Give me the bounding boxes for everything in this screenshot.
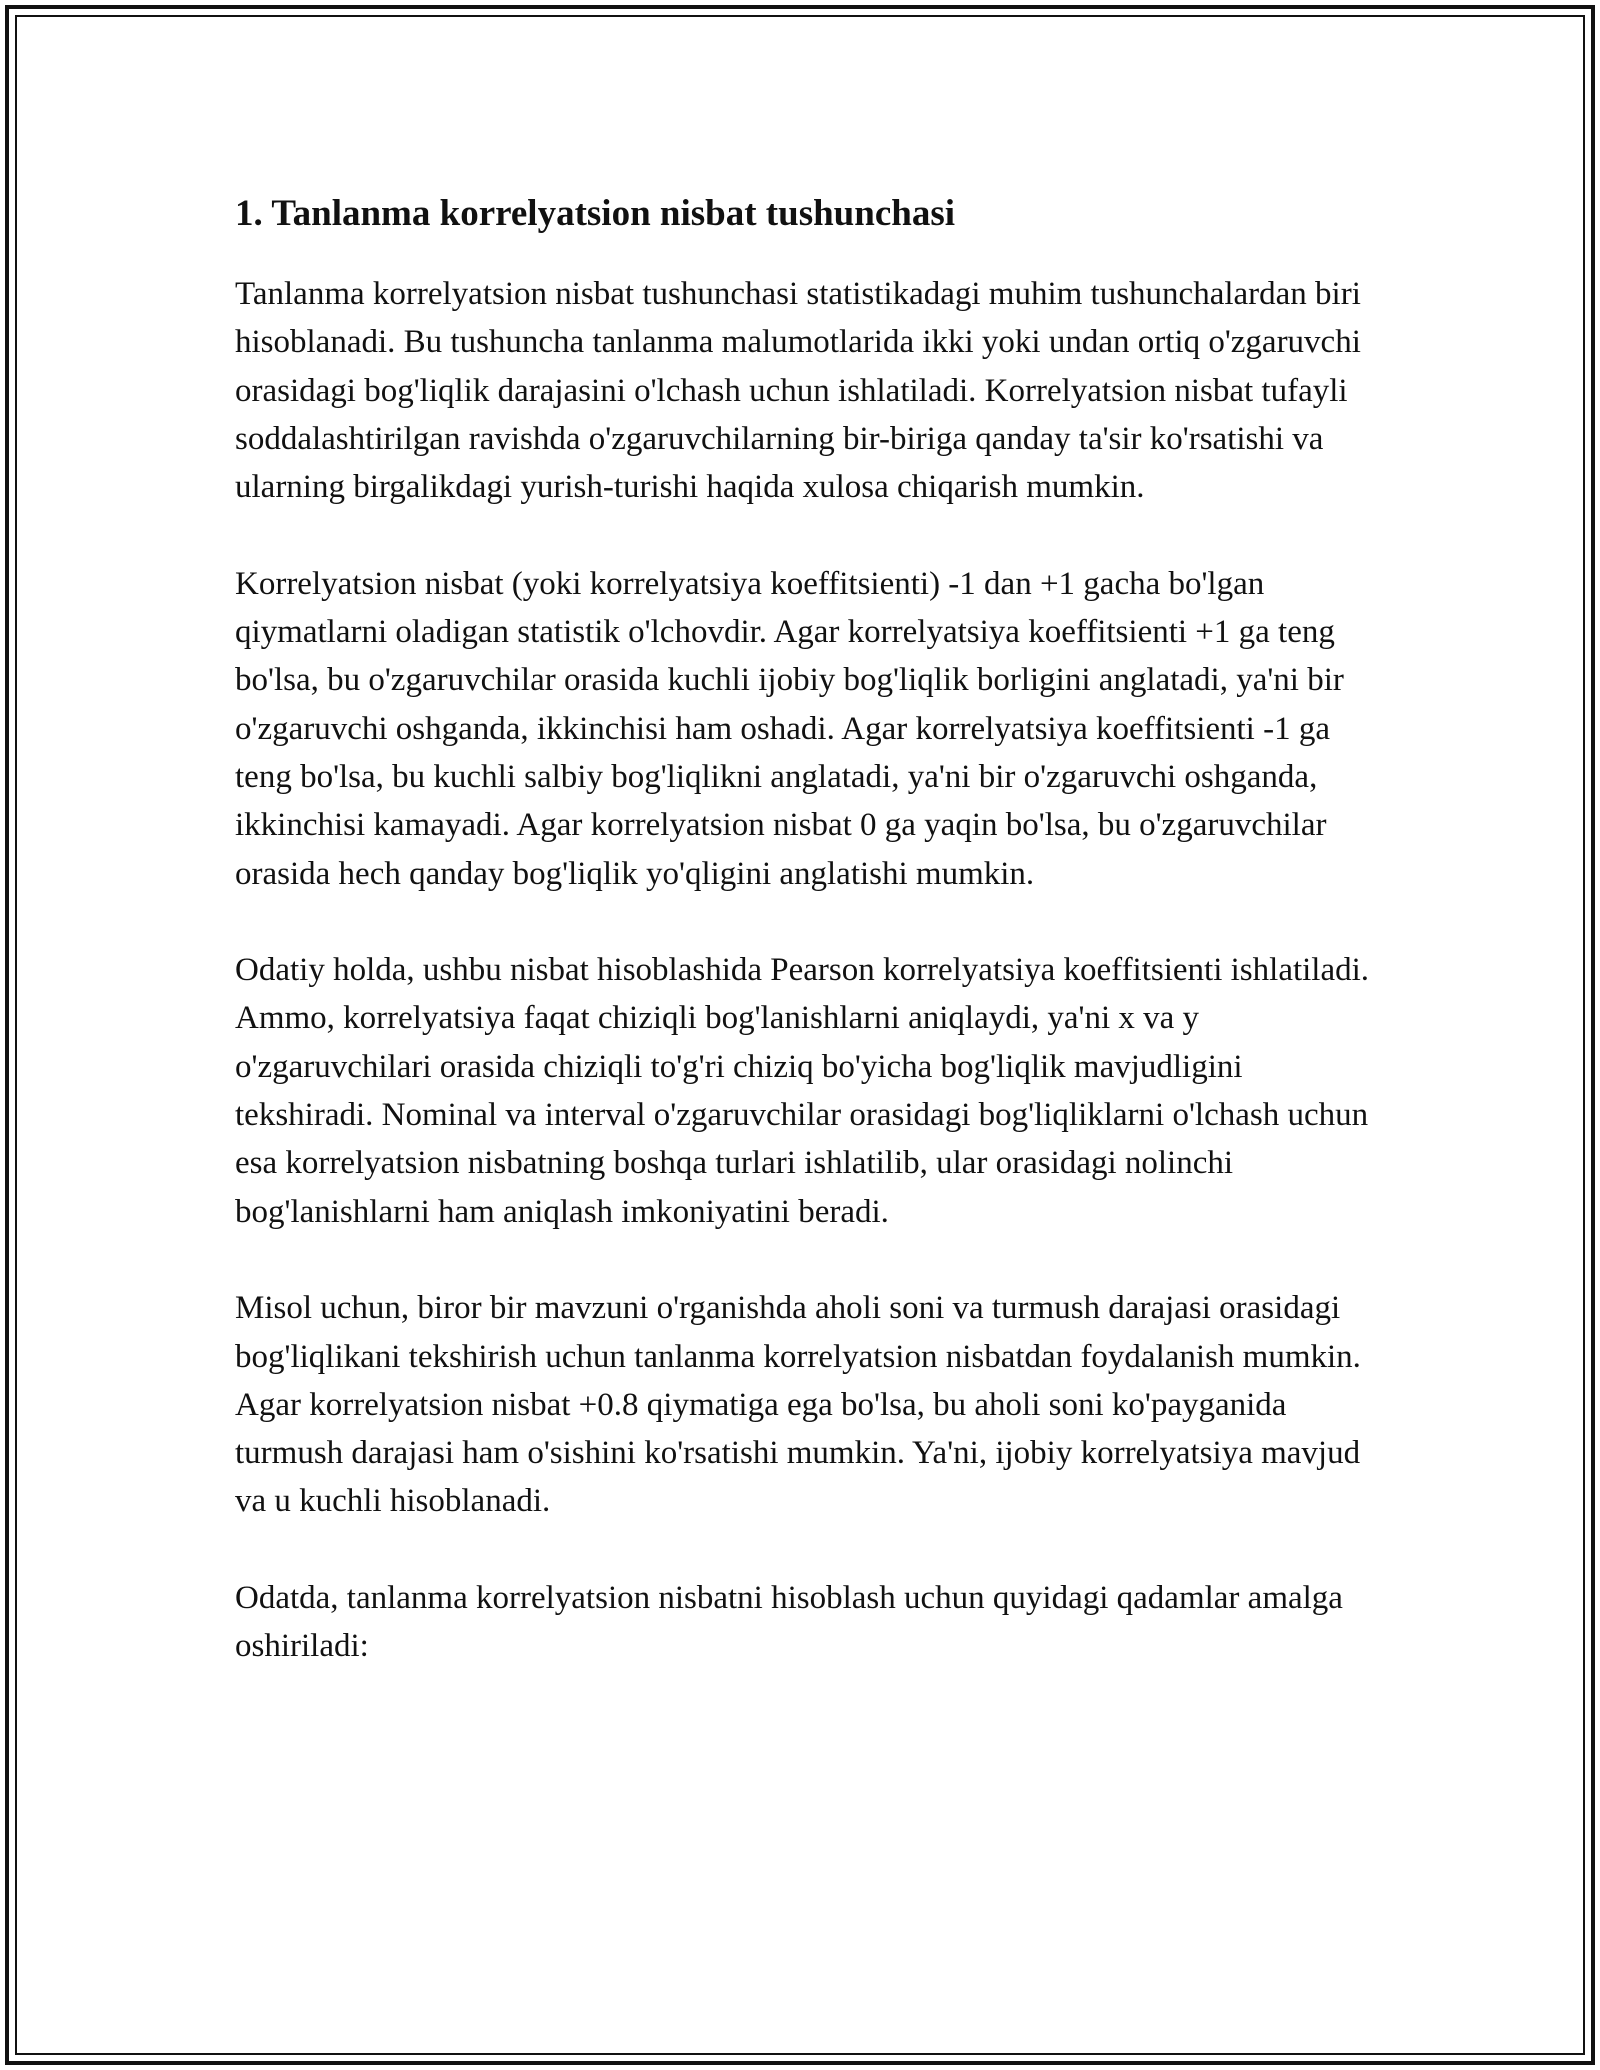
paragraph-3: Odatiy holda, ushbu nisbat hisoblashida Pearson korrelyatsiya koeffitsienti ishlatiladi. Ammo, korrelyatsiya faqat chiziqli bog'lanishlarni aniqlaydi, ya'ni x va y o'zgaruvchilari orasida chiziqli to'g'ri chiziq bo'yicha bog'liqlik mavjudligini tekshiradi. Nominal va interval o'zgaruvchilar orasidagi bog'liqliklarni o'lchash uchun esa korrelyatsion nisbatning boshqa turlari ishlatilib, ular orasidagi nolinchi bog'lanishlarni ham aniqlash imkoniyatini beradi. xyxy=(235,952,1370,1230)
paragraph-4: Misol uchun, biror bir mavzuni o'rganishda aholi soni va turmush darajasi orasidagi bog'liqlikani tekshirish uchun tanlanma korrelyatsion nisbatdan foydalanish mumkin. Agar korrelyatsion nisbat +0.8 qiymatiga ega bo'lsa, bu aholi soni ko'payganida turmush darajasi ham o'sishini ko'rsatishi mumkin. Ya'ni, ijobiy korrelyatsiya mavjud va u kuchli hisoblanadi. xyxy=(235,1290,1361,1520)
paragraph-5: Odatda, tanlanma korrelyatsion nisbatni hisoblash uchun quyidagi qadamlar amalga oshiriladi: xyxy=(235,1580,1343,1665)
document-body xyxy=(235,182,1370,1671)
paragraph-1: Tanlanma korrelyatsion nisbat tushunchasi statistikadagi muhim tushunchalardan biri hisoblanadi. Bu tushuncha tanlanma malumotlarida ikki yoki undan ortiq o'zgaruvchi orasidagi bog'liqlik darajasini o'lchash uchun ishlatiladi. Korrelyatsion nisbat tufayli soddalashtirilgan ravishda o'zgaruvchilarning bir-biriga qanday ta'sir ko'rsatishi va ularning birgalikdagi yurish-turishi haqida xulosa chiqarish mumkin. xyxy=(235,276,1361,506)
paragraph-2: Korrelyatsion nisbat (yoki korrelyatsiya koeffitsienti) -1 dan +1 gacha bo'lgan qiymatlarni oladigan statistik o'lchovdir. Agar korrelyatsiya koeffitsienti +1 ga teng bo'lsa, bu o'zgaruvchilar orasida kuchli ijobiy bog'liqlik borligini anglatadi, ya'ni bir o'zgaruvchi oshganda, ikkinchisi ham oshadi. Agar korrelyatsiya koeffitsienti -1 ga teng bo'lsa, bu kuchli salbiy bog'liqlikni anglatadi, ya'ni bir o'zgaruvchi oshganda, ikkinchisi kamayadi. Agar korrelyatsion nisbat 0 ga yaqin bo'lsa, bu o'zgaruvchilar orasida hech qanday bog'liqlik yo'qligini anglatishi mumkin. xyxy=(235,565,1344,892)
section-heading: 1. Tanlanma korrelyatsion nisbat tushunchasi xyxy=(235,193,956,234)
